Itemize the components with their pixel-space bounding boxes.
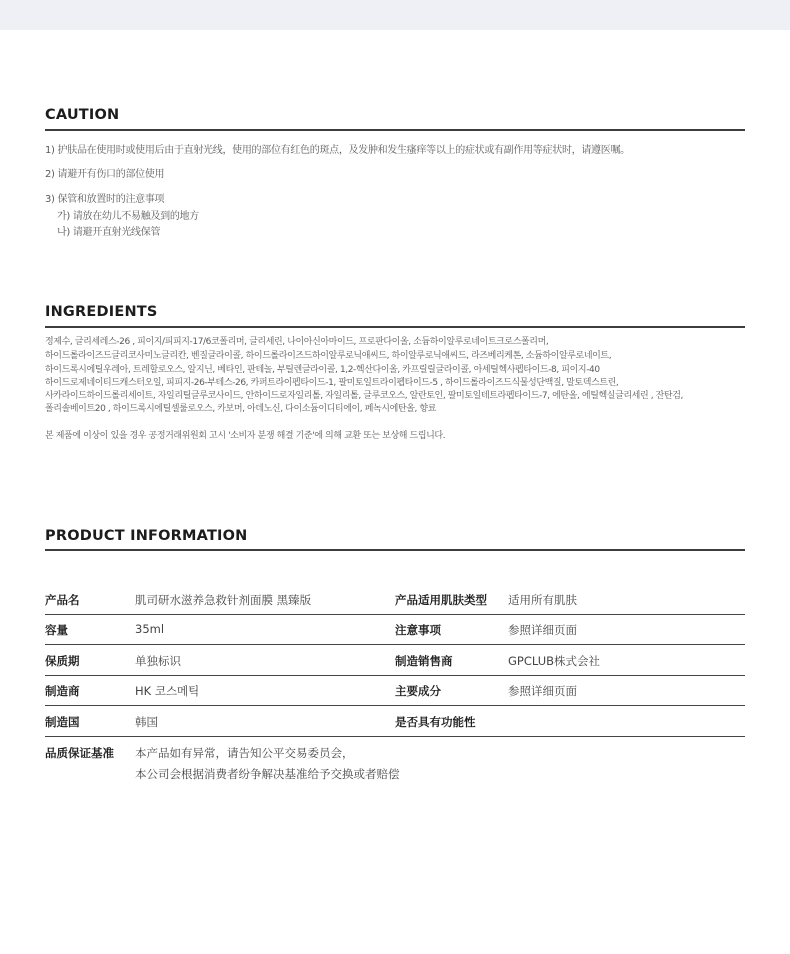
value-precautions: 参照详细页面 [508, 623, 577, 637]
label-quality-guarantee: 品质保证基准 [45, 746, 114, 760]
row-divider [45, 614, 745, 615]
product-info-divider [45, 549, 745, 551]
value-capacity: 35ml [135, 622, 165, 636]
label-skin-type: 产品适用肌肤类型 [395, 593, 487, 607]
caution-line-2: 2) 请避开有伤口的部位使用 [45, 169, 165, 180]
value-main-ingredients: 参照详细页面 [508, 684, 577, 698]
caution-divider [45, 129, 745, 131]
row-divider [45, 736, 745, 737]
ingredients-divider [45, 326, 745, 328]
label-functional: 是否具有功能性 [395, 715, 476, 729]
caution-line-3a: 가) 请放在幼儿不易触及到的地方 [57, 211, 199, 222]
row-divider [45, 644, 745, 645]
top-band [0, 0, 790, 30]
product-info-title: PRODUCT INFORMATION [45, 528, 248, 544]
label-precautions: 注意事项 [395, 623, 441, 637]
label-main-ingredients: 主要成分 [395, 684, 441, 698]
value-skin-type: 适用所有肌肤 [508, 593, 577, 607]
value-product-name: 肌司研水滋养急救针剂面膜 黑臻版 [135, 593, 312, 607]
row-divider [45, 705, 745, 706]
label-product-name: 产品名 [45, 593, 80, 607]
caution-line-3b: 나) 请避开直射光线保管 [57, 227, 161, 238]
ingredients-line-2: 하이드롤라이즈드글리코사미노글리칸, 벤질글라이콜, 하이드롤라이즈드하이알루로닉애씨드, 하이알루로닉애씨드, 라즈베리케톤, 소듐하이알루로네이트, [45, 351, 612, 361]
value-distributor: GPCLUB株式会社 [508, 654, 601, 668]
caution-line-3: 3) 保管和放置时的注意事项 [45, 194, 165, 205]
label-shelf-life: 保质期 [45, 654, 80, 668]
ingredients-notice: 본 제품에 이상이 있을 경우 공정거래위원회 고시 '소비자 분쟁 해결 기준'에 의해 교환 또는 보상해 드립니다. [45, 431, 446, 441]
value-country: 韩国 [135, 715, 158, 729]
value-shelf-life: 单独标识 [135, 654, 181, 668]
row-divider [45, 675, 745, 676]
value-quality-guarantee-1: 本产品如有异常，请告知公平交易委员会， [135, 746, 354, 760]
ingredients-line-6: 폴리솔베이트20 , 하이드록시에틸셀룰로오스, 카보머, 아데노신, 다이소듐이디티에이, 페녹시에탄올, 향료 [45, 404, 436, 414]
label-distributor: 制造销售商 [395, 654, 453, 668]
ingredients-line-5: 사카라이드하이드롤리세이트, 자일리틸글루코사이드, 안하이드로자일리톨, 자일리톨, 글루코오스, 알란토인, 팔미토일테트라펩타이드-7, 에탄올, 에틸헥실글리세린 , 잔탄검, [45, 391, 683, 401]
label-manufacturer: 制造商 [45, 684, 80, 698]
ingredients-line-4: 하이드로제네이티드캐스터오일, 피피지-26-부테스-26, 카퍼트라이펩타이드-1, 팔미토일트라이펩타이드-5 , 하이드롤라이즈드식물성단백질, 말토덱스트린, [45, 378, 619, 388]
label-capacity: 容量 [45, 623, 68, 637]
value-quality-guarantee-2: 本公司会根据消费者纷争解决基准给予交换或者赔偿 [135, 767, 400, 781]
ingredients-line-3: 하이드록시에틸우레아, 트레할로오스, 알지닌, 베타인, 판테놀, 부틸렌글라이콜, 1,2-헥산다이올, 카프릴릴글라이콜, 아세틸헥사펩타이드-8, 피이지-40 [45, 365, 600, 375]
ingredients-line-1: 정제수, 글리세레스-26 , 피이지/피피지-17/6코폴리머, 글리세린, 나이아신아마이드, 프로판다이올, 소듐하이알루로네이트크로스폴리머, [45, 337, 549, 347]
caution-title: CAUTION [45, 107, 120, 123]
label-country: 制造国 [45, 715, 80, 729]
caution-line-1: 1) 护肤品在使用时或使用后由于直射光线，使用的部位有红色的斑点，及发肿和发生瘙痒等以上的症状或有副作用等症状时，请遵医嘱。 [45, 145, 630, 156]
value-manufacturer: HK 코스메틱 [135, 684, 200, 698]
ingredients-title: INGREDIENTS [45, 304, 158, 320]
